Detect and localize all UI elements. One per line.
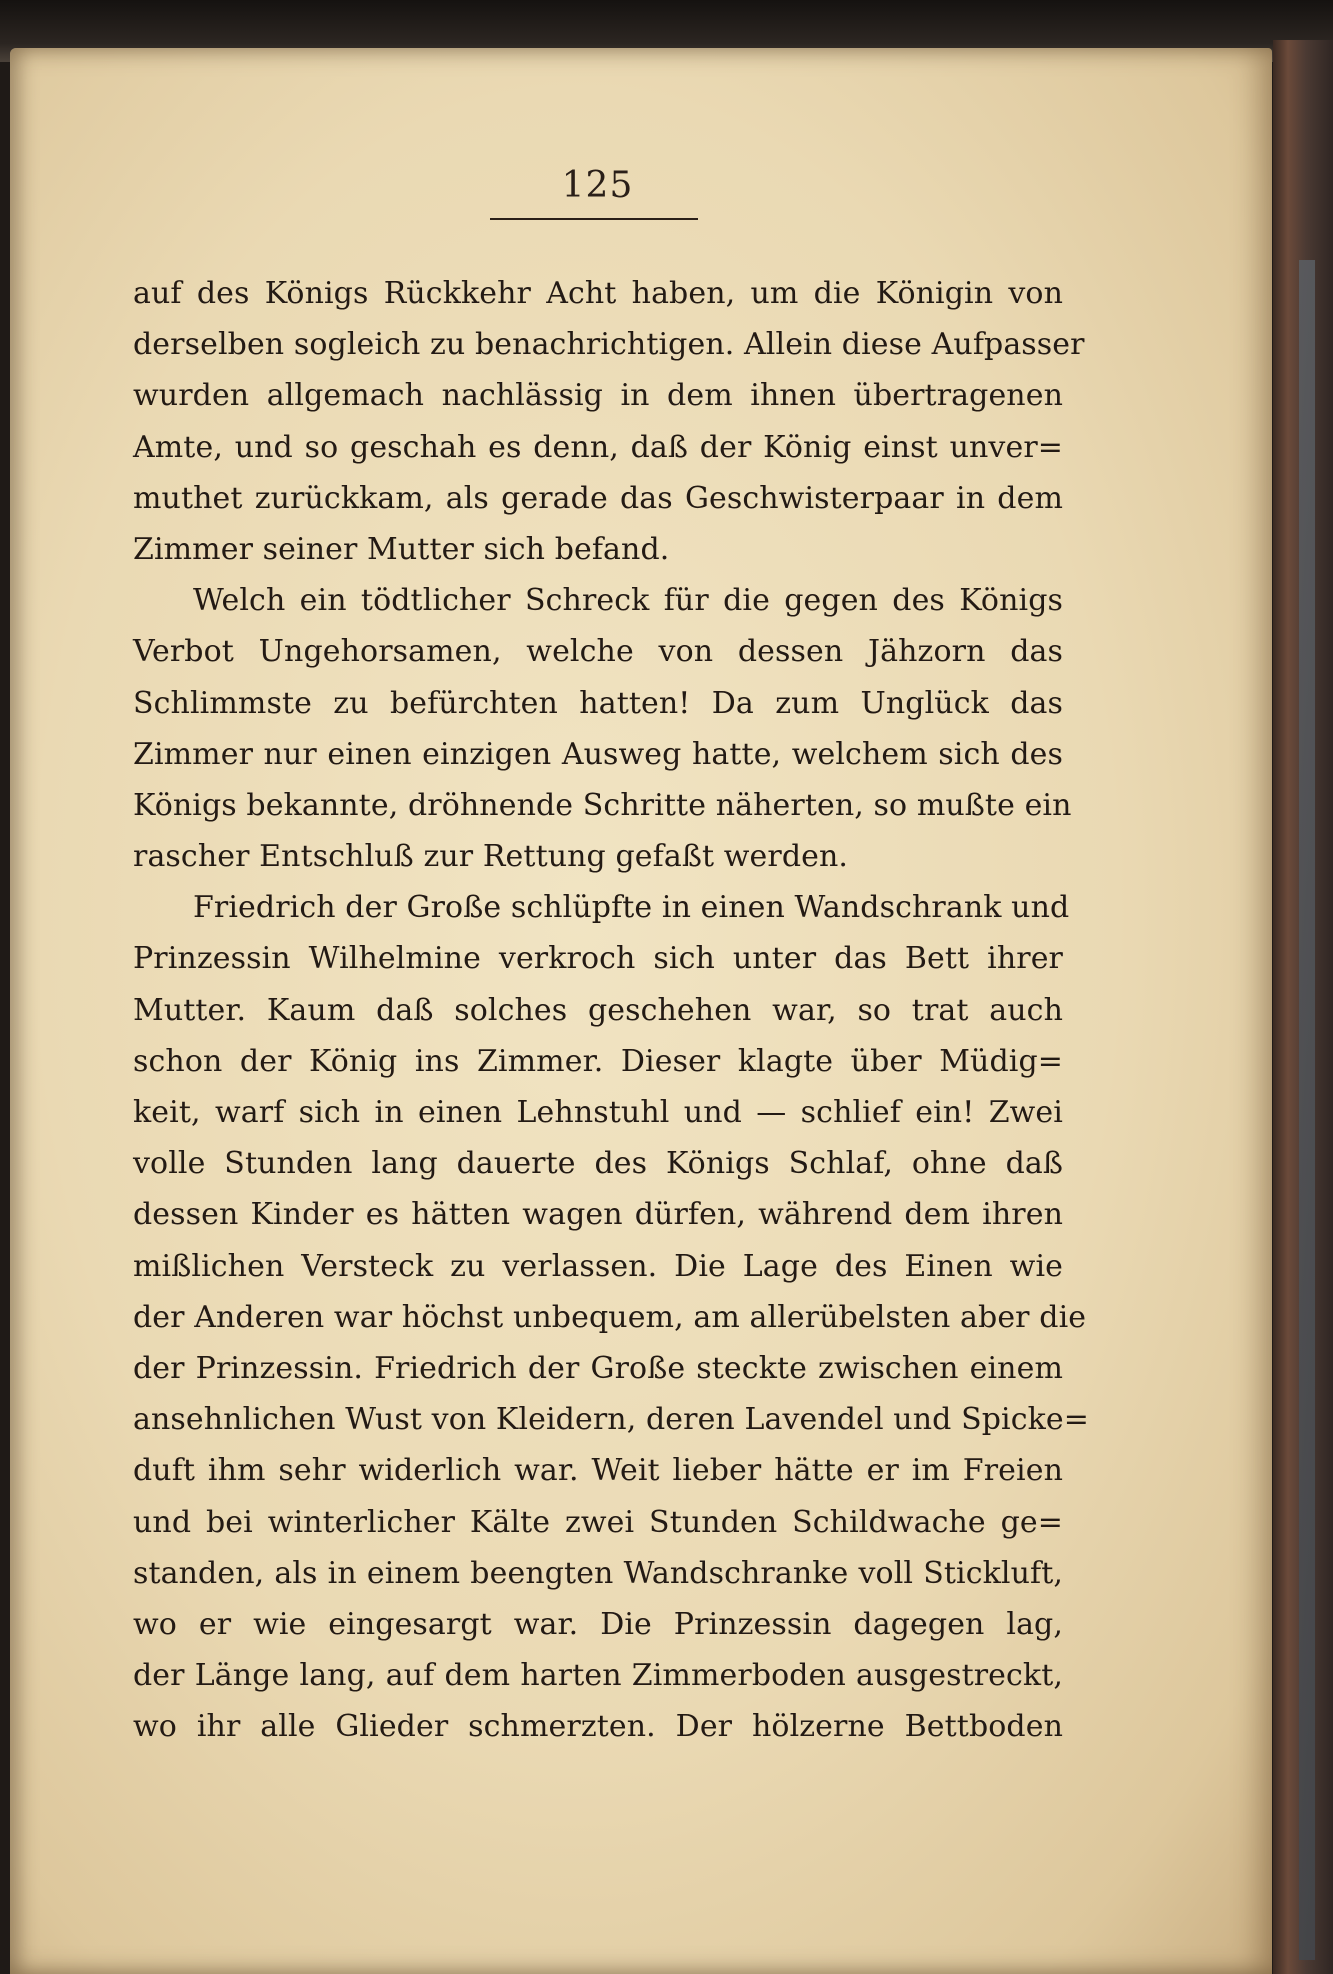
text-line: wurden allgemach nachlässig in dem ihnen übertragenen: [133, 378, 1063, 414]
page-number-rule: [490, 218, 698, 220]
text-line: Zimmer nur einen einzigen Ausweg hatte, welchem sich des: [133, 736, 1063, 772]
text-line: und bei winterlicher Kälte zwei Stunden Schildwache ge=: [133, 1504, 1063, 1540]
text-line: der Länge lang, auf dem harten Zimmerboden ausgestreckt,: [133, 1658, 1063, 1694]
text-line: Königs bekannte, dröhnende Schritte näherten, so mußte ein: [133, 787, 1072, 823]
text-line: rascher Entschluß zur Rettung gefaßt werden.: [133, 839, 849, 875]
body-text: [133, 268, 1089, 1752]
text-line: Prinzessin Wilhelmine verkroch sich unter das Bett ihrer: [133, 941, 1063, 977]
text-line: schon der König ins Zimmer. Dieser klagte über Müdig=: [133, 1043, 1063, 1079]
text-line: ansehnlichen Wust von Kleidern, deren Lavendel und Spicke=: [133, 1402, 1089, 1438]
text-line: Verbot Ungehorsamen, welche von dessen Jähzorn das: [133, 634, 1063, 670]
text-line: der Anderen war höchst unbequem, am allerübelsten aber die: [133, 1299, 1087, 1335]
text-line: wo er wie eingesargt war. Die Prinzessin dagegen lag,: [133, 1606, 1063, 1642]
text-line: mißlichen Versteck zu verlassen. Die Lage des Einen wie: [133, 1248, 1063, 1284]
text-line: auf des Königs Rückkehr Acht haben, um die Königin von: [133, 276, 1063, 311]
text-line: Friedrich der Große schlüpfte in einen Wandschrank und: [193, 890, 1070, 926]
text-line: duft ihm sehr widerlich war. Weit lieber hätte er im Freien: [133, 1453, 1063, 1489]
text-line: muthet zurückkam, als gerade das Geschwisterpaar in dem: [133, 480, 1063, 516]
text-line: der Prinzessin. Friedrich der Große steckte zwischen einem: [133, 1350, 1063, 1386]
text-line: standen, als in einem beengten Wandschranke voll Stickluft,: [133, 1555, 1063, 1591]
text-line: Zimmer seiner Mutter sich befand.: [133, 531, 670, 567]
text-line: keit, warf sich in einen Lehnstuhl und — schlief ein! Zwei: [133, 1095, 1063, 1130]
text-line: wo ihr alle Glieder schmerzten. Der hölzerne Bettboden: [133, 1709, 1063, 1745]
spine-cloth-stripe: [1299, 260, 1315, 1960]
text-line: Schlimmste zu befürchten hatten! Da zum Unglück das: [133, 685, 1063, 721]
book-spine: [1273, 40, 1333, 1974]
text-line: Amte, und so geschah es denn, daß der König einst unver=: [133, 429, 1063, 465]
page-number: 125: [561, 165, 634, 206]
text-line: derselben sogleich zu benachrichtigen. Allein diese Aufpasser: [133, 327, 1085, 363]
text-line: Mutter. Kaum daß solches geschehen war, so trat auch: [133, 992, 1063, 1028]
text-line: Welch ein tödtlicher Schreck für die gegen des Königs: [193, 583, 1063, 619]
text-line: volle Stunden lang dauerte des Königs Schlaf, ohne daß: [133, 1146, 1063, 1182]
text-line: dessen Kinder es hätten wagen dürfen, während dem ihren: [133, 1197, 1063, 1233]
